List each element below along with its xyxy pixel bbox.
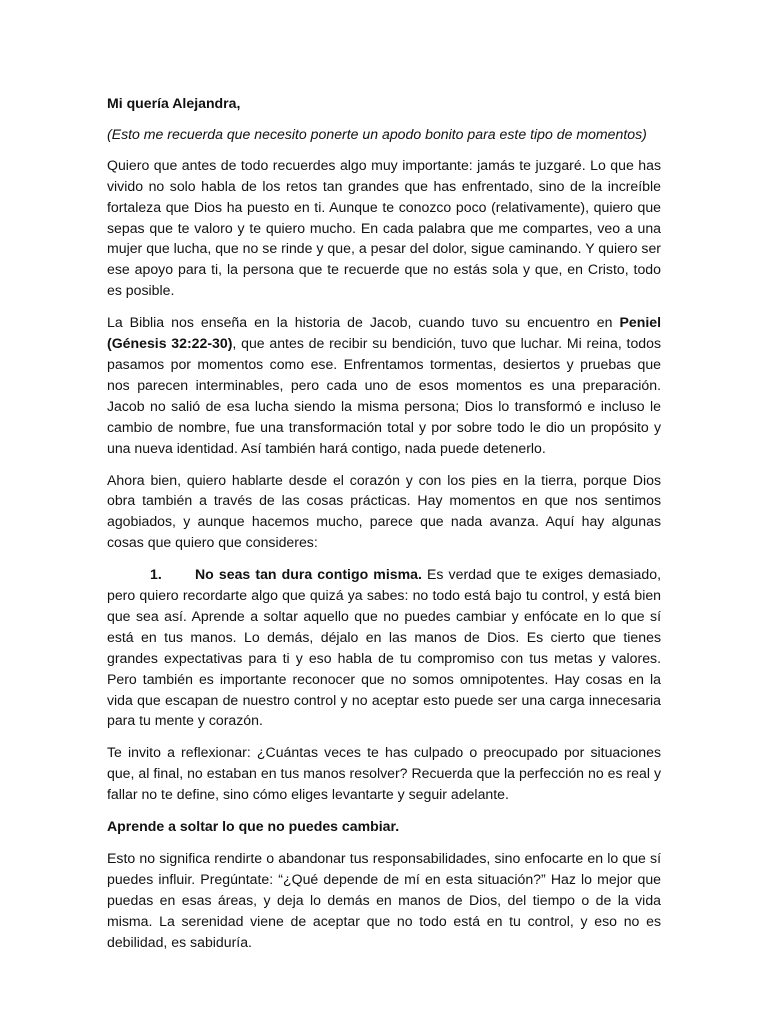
paragraph-practical: Ahora bien, quiero hablarte desde el corazón y con los pies en la tierra, porque Dios obra también a través de las cosas prácticas. Hay momentos en que nos sentimos agobiados, y aunque hacemos mucho, parece que nada avanza. Aquí hay algunas cosas que quiero que consideres:: [107, 471, 661, 551]
letter-page: [107, 93, 661, 964]
list-item-title: No seas tan dura contigo misma.: [195, 566, 422, 583]
section-heading: Aprende a soltar lo que no puedes cambiar.: [107, 818, 400, 835]
letter-aside: (Esto me recuerda que necesito ponerte un apodo bonito para este tipo de momentos): [107, 125, 647, 142]
paragraph-jacob: [107, 312, 661, 458]
paragraph-jacob-lead: La Biblia nos enseña en la historia de Jacob, cuando tuvo su encuentro en: [107, 314, 620, 331]
bible-reference: Peniel (Génesis 32:22-30): [107, 314, 661, 352]
letter-greeting: Mi quería Alejandra,: [107, 95, 241, 111]
paragraph-reflection: Te invito a reflexionar: ¿Cuántas veces te has culpado o preocupado por situaciones que, al final, no estaban en tus manos resolver? Recuerda que la perfección no es real y fallar no te define, sino cómo eliges levantarte y seguir adelante.: [107, 744, 661, 803]
list-number: 1.: [150, 566, 162, 583]
list-item-text: Es verdad que te exiges demasiado, pero quiero recordarte algo que quizá ya sabes: no todo está bajo tu control, y está bien que sea así. Aprende a soltar aquello que no puedes cambiar y enfócate en lo que sí está en tus manos. Lo demás, déjalo en las manos de Dios. Es cierto que tienes grandes expectativas para ti y eso habla de tu compromiso con tus metas y valores. Pero también es importante reconocer que no somos omnipotentes. Hay cosas en la vida que escapan de nuestro control y no aceptar esto puede ser una carga innecesaria para tu mente y corazón.: [107, 566, 661, 729]
list-item: [107, 564, 661, 731]
paragraph-intro: Quiero que antes de todo recuerdes algo muy importante: jamás te juzgaré. Lo que has vivido no solo habla de los retos tan grandes que has enfrentado, sino de la increíble fortaleza que Dios ha puesto en ti. Aunque te conozco poco (relativamente), quiero que sepas que te valoro y te quiero mucho. En cada palabra que me compartes, veo a una mujer que lucha, que no se rinde y que, a pesar del dolor, sigue caminando. Y quiero ser ese apoyo para ti, la persona que te recuerde que no estás sola y que, en Cristo, todo es posible.: [107, 156, 661, 299]
paragraph-jacob-rest: , que antes de recibir su bendición, tuvo que luchar. Mi reina, todos pasamos por momentos como ese. Enfrentamos tormentas, desiertos y pruebas que nos parecen interminables, pero cada uno de esos momentos es una preparación. Jacob no salió de esa lucha siendo la misma persona; Dios lo transformó e incluso le cambio de nombre, fue una transformación total y por sobre todo le dio un propósito y una nueva identidad. Así también hará contigo, nada puede detenerlo.: [107, 335, 661, 456]
paragraph-serenity: Esto no significa rendirte o abandonar tus responsabilidades, sino enfocarte en lo que sí puedes influir. Pregúntate: “¿Qué depende de mí en esta situación?” Haz lo mejor que puedas en esas áreas, y deja lo demás en manos de Dios, del tiempo o de la vida misma. La serenidad viene de aceptar que no todo está en tu control, y eso no es debilidad, es sabiduría.: [107, 850, 661, 950]
